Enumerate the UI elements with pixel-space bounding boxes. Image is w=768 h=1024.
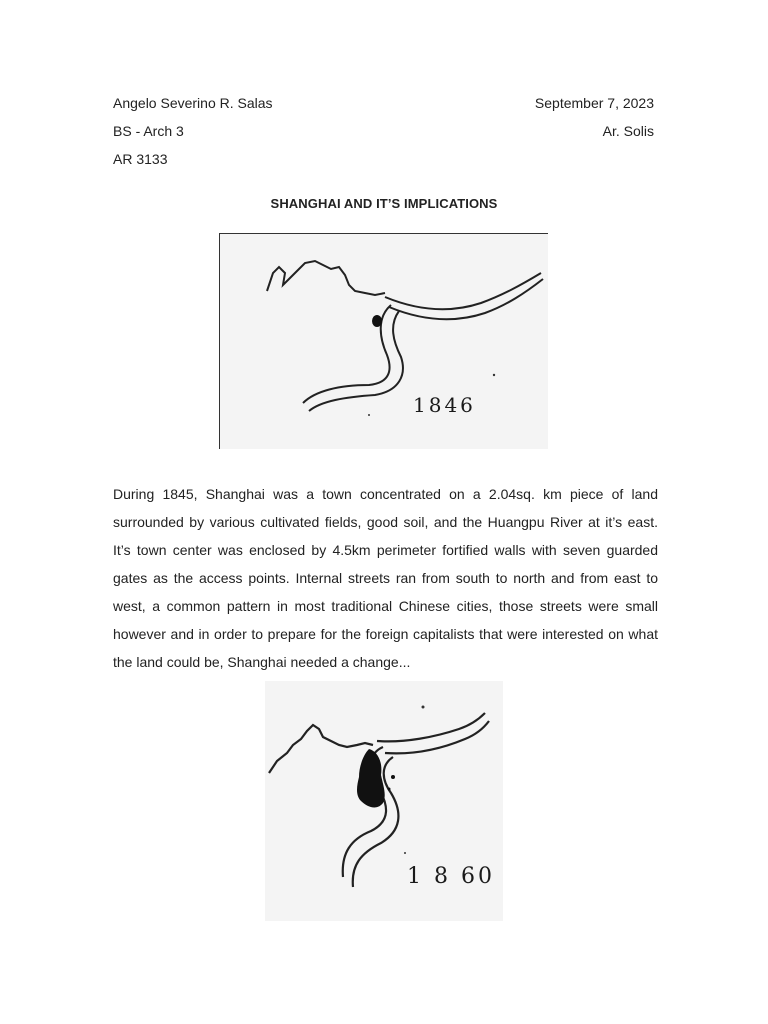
instructor-name: Ar. Solis — [602, 123, 654, 139]
map-1860-figure — [265, 681, 503, 921]
author-name: Angelo Severino R. Salas — [113, 95, 273, 111]
document-title: SHANGHAI AND IT’S IMPLICATIONS — [270, 196, 498, 211]
body-paragraph: During 1845, Shanghai was a town concentrated on a 2.04sq. km piece of land surrounded by various cultivated fields, good soil, and the Huangpu River at it’s east. It’s town center was enclosed by 4.5km perimeter fortified walls with seven guarded gates as the access points. Internal streets ran from south to north and from east to west, a common pattern in most traditional Chinese cities, those streets were small however and in order to prepare for the foreign capitalists that were interested on what the land could be, Shanghai needed a change... — [113, 486, 658, 670]
document-date: September 7, 2023 — [534, 95, 654, 111]
header-row-1 — [113, 93, 654, 113]
map-year-label: 1 8 60 — [407, 864, 495, 889]
map-1846-drawing — [219, 233, 548, 449]
program-year: BS - Arch 3 — [113, 123, 184, 139]
course-code: AR 3133 — [113, 151, 168, 167]
header-row-2 — [113, 121, 654, 141]
map-1846-figure — [219, 233, 548, 449]
header-row-3 — [113, 149, 654, 169]
map-year-label: 1846 — [413, 393, 476, 417]
